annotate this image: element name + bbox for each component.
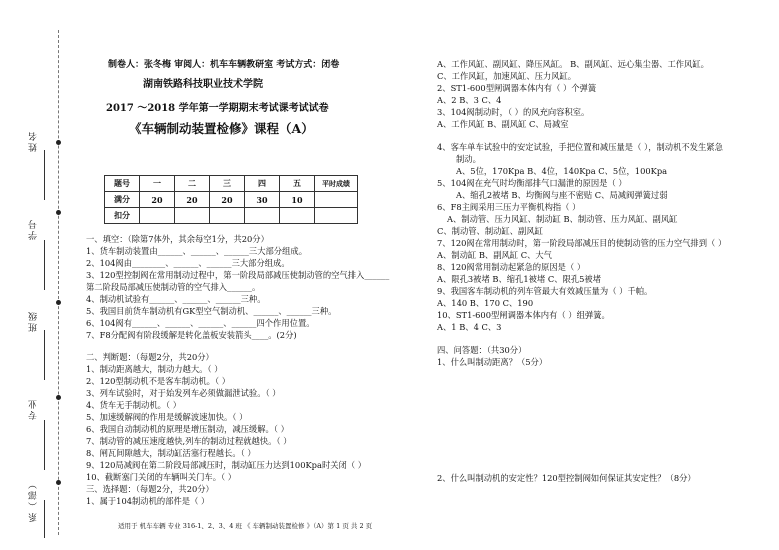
question-text: 6、我国自动制动机的原理是增压制动，减压缓解。（ ） (86, 424, 289, 434)
question-text: 10、截断塞门关闭的车辆叫关门车。（ ） (86, 472, 237, 482)
table-cell (280, 208, 315, 224)
question-text: 5、我国目前货车制动机有GK型空气制动机、______、______三种。 (86, 306, 337, 316)
section-2-title: 二、判断题：（每题2分，共20分） (86, 352, 214, 362)
question-text: 1、制动距离越大，制动力越大。（ ） (86, 364, 223, 374)
question-text: 9、我国客车制动机的列车管最大有效减压量为（ ）千帕。 (437, 286, 653, 296)
table-row (105, 176, 358, 192)
department-label: 系（部） (29, 478, 39, 522)
question-text: 2、104阀由________、______、______三大部分组成。 (86, 258, 290, 268)
question-text: 2、什么叫制动机的安定性？120型控制阀如何保证其安定性？（8分） (437, 473, 696, 483)
question-text: 5、加速缓解阀的作用是缓解波速加快。（ ） (86, 412, 248, 422)
question-text: 1、货车制动装置由______、______、______三大部分组成。 (86, 246, 307, 256)
score-table (104, 175, 358, 224)
section-1-title: 一、填空：（除第7体外，其余每空1分，共20分） (86, 234, 269, 244)
option-text: A、工作风缸、副风缸、降压风缸。 B、副风缸、远心集尘器、工作风缸。 (437, 59, 709, 69)
question-text: 制动。 (456, 154, 481, 164)
department-line (44, 500, 45, 538)
school-name: 湖南铁路科技职业技术学院 (143, 79, 263, 90)
table-cell: 20 (175, 192, 210, 208)
question-text: 1、什么叫制动距离？（5分） (437, 357, 548, 367)
table-cell: 五 (280, 176, 315, 192)
binding-dot (56, 395, 61, 400)
question-text: 5、104阀在充气时均衡部排气口漏泄的原因是（ ） (437, 178, 627, 188)
binding-dot (56, 210, 61, 215)
option-text: A、制动缸 B、副风缸 C、大气 (437, 250, 552, 260)
question-text: 4、制动机试验有______、______、______三种。 (86, 294, 266, 304)
name-line (44, 150, 45, 200)
question-text: 1、属于104制动机的部件是（ ） (86, 496, 210, 506)
question-text: 8、120阀常用制动起紧急的原因是（ ） (437, 262, 586, 272)
question-text: 8、闸瓦间隙越大，制动缸活塞行程越长。（ ） (86, 448, 256, 458)
table-cell (140, 208, 175, 224)
question-text: 6、104阀有______、______、______、______四个作用位置。 (86, 318, 315, 328)
question-text: 3、120型控制阀在常用制动过程中，第一阶段局部减压使制动管的空气排入______ (86, 270, 390, 280)
table-cell: 10 (280, 192, 315, 208)
table-cell: 平时成绩 (315, 176, 358, 192)
option-text: A、1 B、4 C、3 (437, 322, 502, 332)
binding-dot (56, 300, 61, 305)
option-text: A、限孔3被堵 B、缩孔1被堵 C、限孔5被堵 (437, 274, 602, 284)
table-cell (315, 208, 358, 224)
binding-dashed-line (58, 30, 59, 535)
name-label: 姓名 (29, 130, 39, 152)
option-text: A、工作风缸 B、副风缸 C、局减室 (437, 119, 569, 129)
option-text: A、制动管、压力风缸、制动缸 B、制动管、压力风缸、副风缸 (447, 214, 678, 224)
major-line (44, 420, 45, 470)
school-year: 2017 ～2018 学年第一学期期末考试课考试试卷 (106, 103, 329, 114)
option-text: A、2 B、3 C、4 (437, 95, 502, 105)
binding-dot (56, 140, 61, 145)
course-title: 《车辆制动装置检修》课程（A） (129, 121, 314, 136)
option-text: C、工作风缸，加速风缸、压力风缸。 (437, 71, 577, 81)
option-text: A、140 B、170 C、190 (437, 298, 534, 308)
question-text: 2、120型制动机不是客车制动机。（ ） (86, 376, 231, 386)
table-cell: 20 (140, 192, 175, 208)
class-label: 班级 (29, 310, 39, 332)
binding-dot (56, 480, 61, 485)
exam-authors: 制卷人：张冬梅 审阅人：机车车辆教研室 考试方式：闭卷 (108, 60, 340, 70)
table-cell: 扣分 (105, 208, 140, 224)
table-cell: 满分 (105, 192, 140, 208)
option-text: C、制动管、制动缸、副风缸 (437, 226, 543, 236)
table-cell: 二 (175, 176, 210, 192)
table-cell (175, 208, 210, 224)
table-cell: 四 (245, 176, 280, 192)
question-text: 3、104阀制动时，（ ）的风充向容积室。 (437, 107, 590, 117)
question-text: 7、F8分配阀有阶段缓解是转化盖板安装箭头____。(2分) (86, 330, 297, 340)
question-text: 6、F8主阀采用三压力平衡机构指（ ） (437, 202, 581, 212)
question-text: 10、ST1-600型闸调器本体内有（ ）组弹簧。 (437, 310, 610, 320)
table-cell: 三 (210, 176, 245, 192)
section-3-title: 三、选择题：（每题2分，共20分） (86, 484, 214, 494)
page-footer: 适用于 机车车辆 专业 316-1、2、3、4 班 《 车辆制动装置检修 》（A）第 1 页 共 2 页 (118, 522, 373, 530)
question-text: 2、ST1-600型闸调器本体内有（ ）个弹簧 (437, 83, 597, 93)
question-text: 第二阶段局部减压使制动管的空气排入______。 (86, 282, 261, 292)
table-cell (245, 208, 280, 224)
table-row (105, 208, 358, 224)
question-text: 7、制动管的减压速度越快,列车的制动过程就越快。（ ） (86, 436, 292, 446)
table-cell: 30 (245, 192, 280, 208)
question-text: 7、120阀在常用制动时，第一阶段局部减压目的使制动管的压力空气排到（ ） (437, 238, 727, 248)
class-line (44, 330, 45, 380)
option-text: A、5位，170Kpa B、4位，140Kpa C、5位，100Kpa (456, 166, 668, 176)
table-cell: 20 (210, 192, 245, 208)
question-text: 4、货车无手制动机。（ ） (86, 400, 182, 410)
major-label: 专业 (29, 398, 39, 420)
student-id-line (44, 240, 45, 290)
table-row (105, 192, 358, 208)
section-4-title: 四、问答题：（共30分） (437, 345, 527, 355)
table-cell: 一 (140, 176, 175, 192)
option-text: A、缩孔2被堵 B、均衡阀与座不密贴 C、局减阀弹簧过弱 (456, 190, 668, 200)
student-id-label: 学号 (29, 218, 39, 240)
question-text: 3、列车试验时，对于始发列车必须做漏泄试验。（ ） (86, 388, 281, 398)
question-text: 9、120局减阀在第二阶段局部减压时，制动缸压力达到100Kpa时关闭（ ） (86, 460, 367, 470)
table-cell (210, 208, 245, 224)
table-cell (315, 192, 358, 208)
question-text: 4、客车单车试验中的安定试验，手把位置和减压量是（ ），制动机不发生紧急 (437, 142, 723, 152)
table-cell: 题号 (105, 176, 140, 192)
